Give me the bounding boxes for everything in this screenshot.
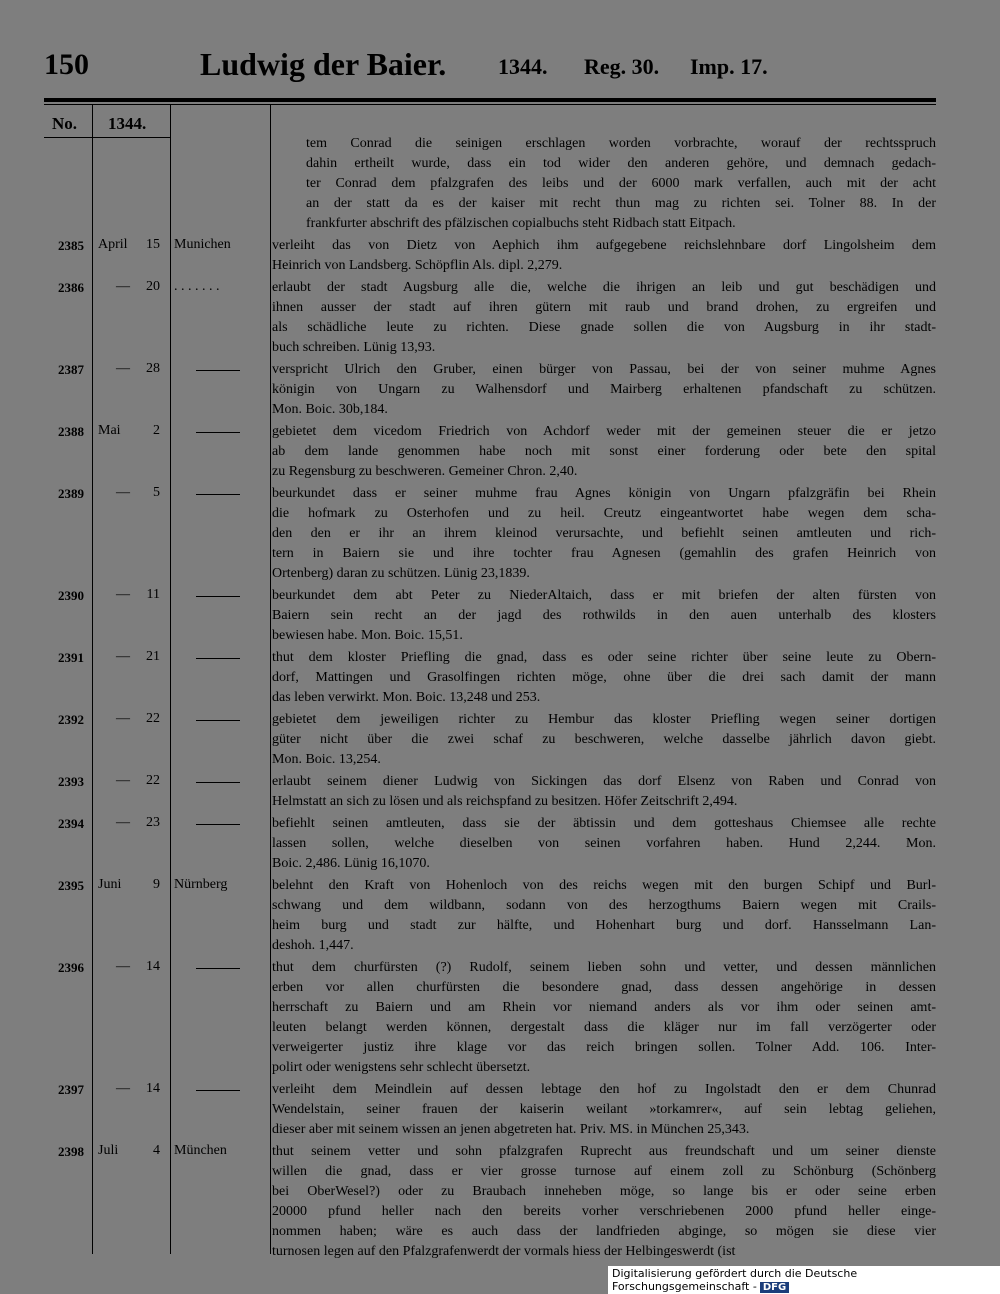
regest-entry — [0, 586, 1000, 648]
ditto-dash — [196, 1090, 240, 1091]
text-line: Helmstatt an sich zu lösen und als reichspfand zu besitzen. Höfer Zeitschrift 2,494. — [272, 794, 738, 809]
entry-month: — — [116, 485, 130, 500]
regest-entry — [0, 278, 1000, 360]
entry-text — [272, 278, 936, 358]
text-line: befiehlt seinen amtleuten, dass sie der äbtissin und dem gotteshaus Chiemsee alle rechte — [272, 816, 936, 831]
entry-number: 2389 — [58, 486, 84, 501]
text-line: erlaubt der stadt Augsburg alle die, welche die ihrigen an leib und gut beschädigen und — [272, 280, 936, 295]
entry-month: — — [116, 587, 130, 602]
ditto-dash — [196, 432, 240, 433]
text-line: schwang und dem wildbann, sodann von des herzogthums Baiern wegen mit Crails- — [272, 898, 936, 913]
entry-day: 15 — [146, 237, 160, 252]
entry-text — [272, 876, 936, 956]
text-line: belehnt den Kraft von Hohenloch von des reichs wegen mit den burgen Schipf und Burl- — [272, 878, 936, 893]
entry-day: 20 — [146, 279, 160, 294]
ditto-dash — [196, 720, 240, 721]
entry-text — [272, 710, 936, 770]
entry-number: 2387 — [58, 362, 84, 377]
text-line: lassen sollen, welche dieselben von seinen vorfahren haben. Hund 2,244. Mon. — [272, 836, 936, 851]
regest-entry — [0, 484, 1000, 586]
text-line: frankfurter abschrift des pfälzischen copialbuchs steht Ridbach statt Eitpach. — [306, 216, 736, 231]
regest-entry — [0, 1142, 1000, 1264]
text-line: königin von Ungarn zu Walhensdorf und Mairberg erhaltenen pfandschaft zu schützen. — [272, 382, 936, 397]
entry-month: Juli — [98, 1143, 119, 1158]
entry-month: — — [116, 279, 130, 294]
entry-number: 2394 — [58, 816, 84, 831]
entry-text — [272, 134, 936, 234]
header-reg: Reg. 30. — [584, 54, 660, 79]
header-imp: Imp. 17. — [690, 54, 768, 79]
text-line: leuten belangt werden können, dergestalt dass die kläger nur im fall verzögerter oder — [272, 1020, 936, 1035]
entry-place: Munichen — [174, 237, 231, 252]
text-line: polirt oder wenigstens sehr schlecht übersetzt. — [272, 1060, 531, 1075]
text-line: das leben verwirkt. Mon. Boic. 13,248 und 253. — [272, 690, 541, 705]
text-line: erben vor allen churfürsten die besondere gnad, dass dessen angehörige in dessen — [272, 980, 936, 995]
entry-place: Nürnberg — [174, 877, 228, 892]
text-line: Baiern sein recht an der jagd des rothwilds in den auen unterhalb des klosters — [272, 608, 936, 623]
entry-number: 2396 — [58, 960, 84, 975]
text-line: deshoh. 1,447. — [272, 938, 354, 953]
text-line: verweigerter justiz ihre klage vor das reich bringen sollen. Tolner Add. 106. Inter- — [272, 1040, 936, 1055]
text-line: beurkundet dem abt Peter zu NiederAltaich, dass er mit briefen der alten fürsten von — [272, 588, 936, 603]
text-line: an der statt da es der kaiser mit recht thun mag zu richten sei. Tolner 88. In der — [306, 196, 936, 211]
column-header-no: No. — [52, 114, 78, 133]
footer-text: Digitalisierung gefördert durch die Deutsche Forschungsgemeinschaft - — [612, 1267, 858, 1293]
text-line: dorf, Mattingen und Grasolfingen richten möge, ohne über die drei sach damit der mann — [272, 670, 936, 685]
entry-number: 2391 — [58, 650, 84, 665]
entry-number: 2386 — [58, 280, 84, 295]
text-line: verleiht das von Dietz von Aephich ihm aufgegebene reichslehnbare dorf Lingolsheim dem — [272, 238, 936, 253]
entry-text — [272, 772, 936, 812]
entry-month: — — [116, 815, 130, 830]
entry-text — [272, 1080, 936, 1140]
regest-entry — [0, 958, 1000, 1080]
regest-entry — [0, 236, 1000, 278]
text-line: verleiht dem Meindlein auf dessen lebtage den hof zu Ingolstadt den er dem Chunrad — [272, 1082, 936, 1097]
text-line: tem Conrad die seinigen erschlagen worden vorbrachte, worauf der rechtsspruch — [306, 136, 936, 151]
text-line: herrschaft zu Baiern und am Rhein vor niemand anders als vor ihm oder seinen amt- — [272, 1000, 936, 1015]
ditto-dash — [196, 658, 240, 659]
text-line: dahin ertheilt wurde, dass ein tod wider den anderen gehöre, und demnach gedach- — [306, 156, 936, 171]
entry-month: — — [116, 361, 130, 376]
entry-day: 21 — [146, 649, 160, 664]
entry-month: — — [116, 773, 130, 788]
text-line: ihnen ausser der stadt auf ihren gütern mit raub und brand drohen, zu ergreifen und — [272, 300, 936, 315]
entry-text — [272, 484, 936, 584]
entry-month: — — [116, 959, 130, 974]
entry-text — [272, 814, 936, 874]
entry-day: 22 — [146, 773, 160, 788]
regest-entry — [0, 814, 1000, 876]
entry-place: . . . . . . . — [174, 279, 220, 294]
entry-number: 2398 — [58, 1144, 84, 1159]
ditto-dash — [196, 968, 240, 969]
entry-month: — — [116, 649, 130, 664]
text-line: dieser aber mit seinem wissen an jenen abgetreten hat. Priv. MS. in München 25,343. — [272, 1122, 750, 1137]
page-title: Ludwig der Baier. — [200, 46, 447, 82]
text-line: nommen haben; wäre es auch dass der landfrieden abginge, so mögen sie diese vier — [272, 1224, 936, 1239]
entry-month: Juni — [98, 877, 122, 892]
entry-day: 23 — [146, 815, 160, 830]
entry-number: 2395 — [58, 878, 84, 893]
entry-place: München — [174, 1143, 227, 1158]
entry-day: 9 — [153, 877, 160, 892]
entry-day: 14 — [146, 1081, 160, 1096]
entry-month: — — [116, 1081, 130, 1096]
entry-month: Mai — [98, 423, 121, 438]
entry-day: 22 — [146, 711, 160, 726]
entry-number: 2390 — [58, 588, 84, 603]
entry-day: 5 — [153, 485, 160, 500]
text-line: Boic. 2,486. Lünig 16,1070. — [272, 856, 430, 871]
text-line: 20000 pfund heller nach den bereits vorher verschriebenen 2000 pfund heller einge- — [272, 1204, 936, 1219]
entry-number: 2388 — [58, 424, 84, 439]
header-rule-thick — [44, 98, 936, 102]
entry-number: 2397 — [58, 1082, 84, 1097]
text-line: thut seinem vetter und sohn pfalzgrafen Ruprecht aus freundschaft und um seiner dienste — [272, 1144, 936, 1159]
text-line: bei OberWesel?) oder zu Braubach inneheben möge, so lange bis er oder seine erben — [272, 1184, 936, 1199]
page-number: 150 — [44, 48, 89, 81]
entry-day: 11 — [146, 587, 160, 602]
text-line: beurkundet dass er seiner muhme frau Agnes königin von Ungarn pfalzgräfin bei Rhein — [272, 486, 936, 501]
text-line: Wendelstain, seiner frauen der kaiserin weilant »torkamrer«, auf sein lebtag geliehen, — [272, 1102, 936, 1117]
text-line: erlaubt seinem diener Ludwig von Sickingen das dorf Elsenz von Raben und Conrad von — [272, 774, 936, 789]
text-line: turnosen legen auf den Pfalzgrafenwerdt der vormals hiess der Helbingeswerdt (ist — [272, 1244, 736, 1259]
entry-text — [272, 648, 936, 708]
text-line: Heinrich von Landsberg. Schöpflin Als. dipl. 2,279. — [272, 258, 563, 273]
entry-text — [272, 958, 936, 1078]
digitization-footer — [608, 1266, 1000, 1294]
text-line: ab dem lande genommen habe noch mit sonst einer forderung oder bete den spital — [272, 444, 936, 459]
text-line: verspricht Ulrich den Gruber, einen bürger von Passau, bei der von seiner muhme Agnes — [272, 362, 936, 377]
ditto-dash — [196, 782, 240, 783]
text-line: zu Regensburg zu beschweren. Gemeiner Chron. 2,40. — [272, 464, 578, 479]
entry-day: 28 — [146, 361, 160, 376]
text-line: willen die gnad, dass er vier grosse turnose auf einem zoll zu Schönburg (Schönberg — [272, 1164, 936, 1179]
text-line: buch schreiben. Lünig 13,93. — [272, 340, 436, 355]
regest-entry — [0, 422, 1000, 484]
page-header — [0, 46, 1000, 90]
entry-text — [272, 586, 936, 646]
entry-text — [272, 1142, 936, 1262]
text-line: tern in Baiern sie und ihre tochter frau Agnesen (gemahlin des grafen Heinrich von — [272, 546, 936, 561]
regest-entry — [0, 876, 1000, 958]
regest-list — [0, 134, 1000, 1264]
header-rule-thin — [44, 104, 936, 105]
ditto-dash — [196, 596, 240, 597]
text-line: Ortenberg) daran zu schützen. Lünig 23,1839. — [272, 566, 530, 581]
text-line: Mon. Boic. 13,254. — [272, 752, 381, 767]
text-line: den den er ihr an ihrem kleinod verursachte, und befiehlt seinen amtleuten und rich- — [272, 526, 936, 541]
regest-entry — [0, 134, 1000, 236]
entry-month: — — [116, 711, 130, 726]
text-line: thut dem kloster Priefling die gnad, dass es oder seine richter über seine leute zu Obern- — [272, 650, 936, 665]
ditto-dash — [196, 370, 240, 371]
regest-entry — [0, 772, 1000, 814]
entry-number: 2385 — [58, 238, 84, 253]
entry-month: April — [98, 237, 128, 252]
entry-number: 2393 — [58, 774, 84, 789]
column-header-year: 1344. — [108, 114, 147, 133]
text-line: als schädliche leute zu richten. Diese gnade sollen die von Augsburg in ihr stadt- — [272, 320, 936, 335]
entry-day: 4 — [153, 1143, 160, 1158]
entry-day: 14 — [146, 959, 160, 974]
header-year: 1344. — [498, 54, 548, 79]
ditto-dash — [196, 494, 240, 495]
text-line: güter nicht über die zwei schaf zu beschweren, welche dasselbe jährlich davon giebt. — [272, 732, 936, 747]
text-line: Mon. Boic. 30b,184. — [272, 402, 388, 417]
entry-text — [272, 422, 936, 482]
entry-text — [272, 360, 936, 420]
regest-entry — [0, 648, 1000, 710]
text-line: bewiesen habe. Mon. Boic. 15,51. — [272, 628, 463, 643]
text-line: thut dem churfürsten (?) Rudolf, seinem lieben sohn und vetter, und dessen männlichen — [272, 960, 936, 975]
text-line: heim burg und stadt zur hälfte, und Hohenhart burg und dorf. Hansselmann Lan- — [272, 918, 936, 933]
regest-entry — [0, 1080, 1000, 1142]
text-line: ter Conrad dem pfalzgrafen des leibs und der 6000 mark verfallen, auch mit der acht — [306, 176, 936, 191]
text-line: gebietet dem vicedom Friedrich von Achdorf weder mit der gemeinen steuer die er jetzo — [272, 424, 936, 439]
entry-number: 2392 — [58, 712, 84, 727]
text-line: die hofmark zu Osterhofen und zu heil. Creutz eingeantwortet habe wegen dem scha- — [272, 506, 936, 521]
dfg-logo: DFG — [760, 1282, 789, 1293]
entry-text — [272, 236, 936, 276]
ditto-dash — [196, 824, 240, 825]
entry-day: 2 — [153, 423, 160, 438]
text-line: gebietet dem jeweiligen richter zu Hembur das kloster Priefling wegen seiner dortigen — [272, 712, 936, 727]
regest-entry — [0, 360, 1000, 422]
regest-entry — [0, 710, 1000, 772]
